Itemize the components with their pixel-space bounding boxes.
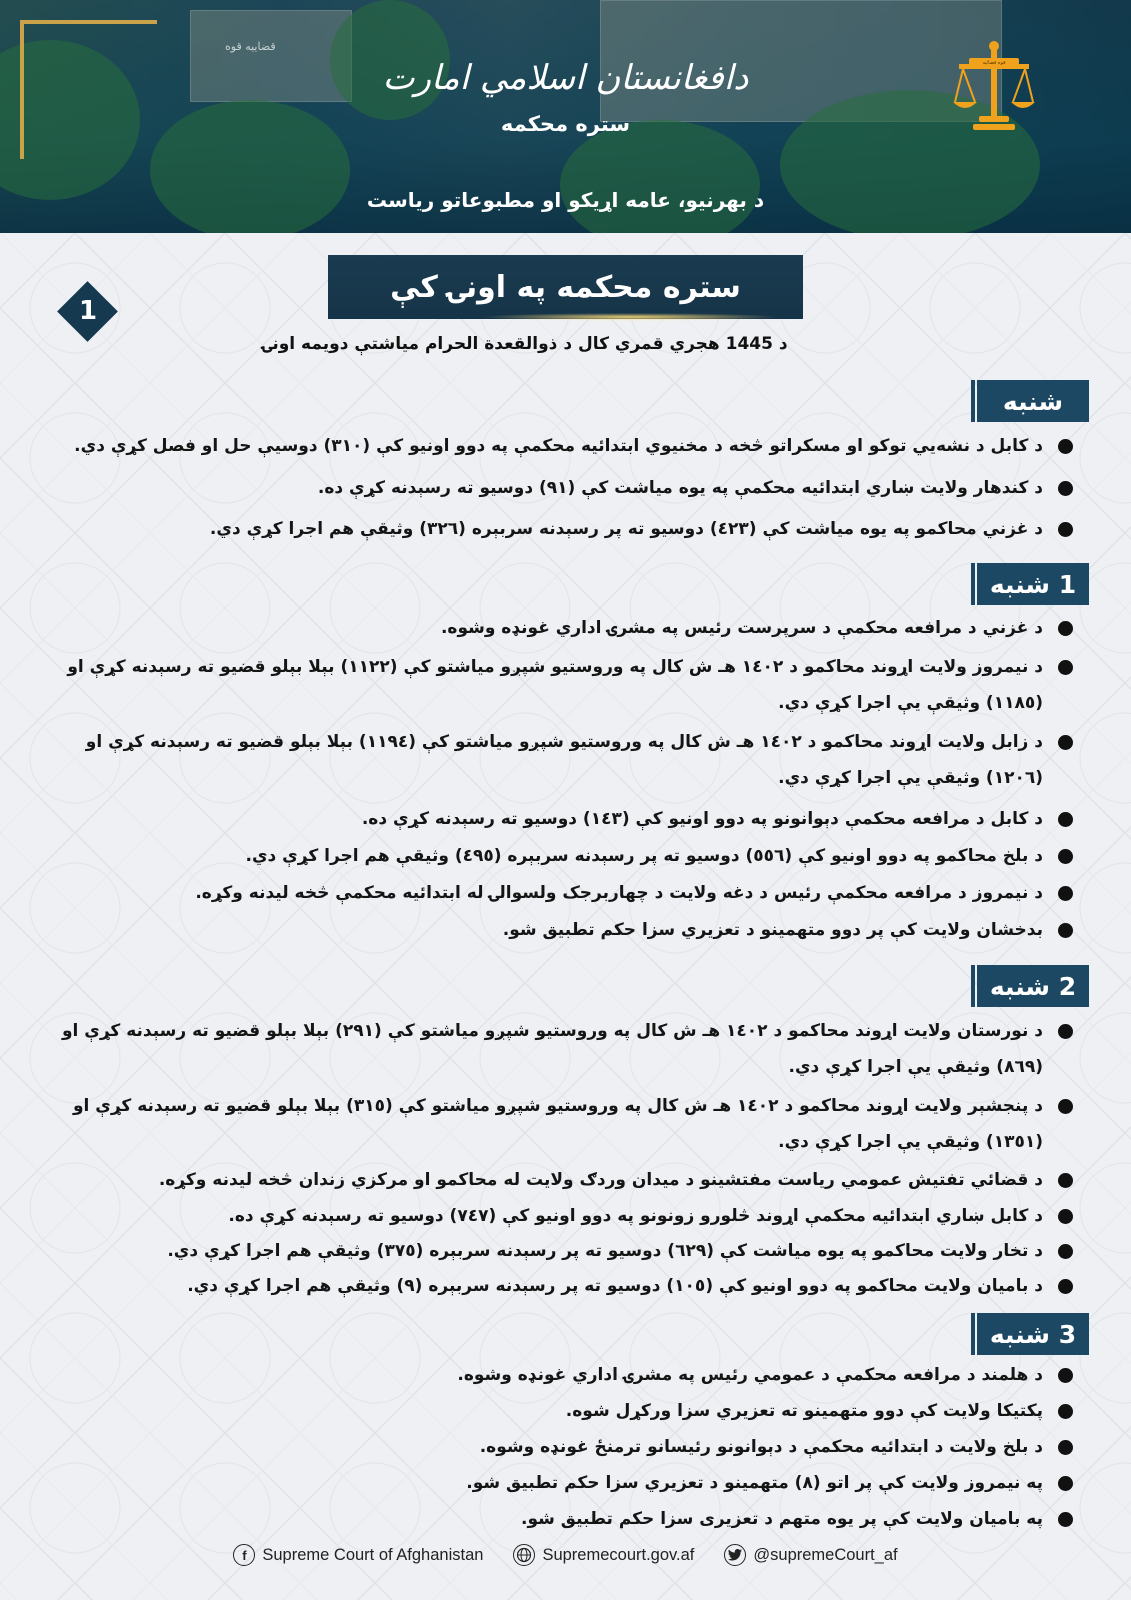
list-item	[43, 1198, 1073, 1234]
item-text: د پنجشېر ولایت اړوند محاکمو د ١٤٠٢ هـ ش کال په وروستیو شپږو میاشتو کې (٣١٥) بېلا بېلو قضیو ته رسېدنه کړې او (١٣٥١) وثیقې یې اجرا کړې دي.	[72, 1096, 1043, 1152]
bullet-icon	[1058, 1279, 1073, 1294]
bullet-icon	[1058, 1512, 1073, 1527]
list-item	[43, 1088, 1073, 1160]
facebook-label[interactable]: Supreme Court of Afghanistan	[262, 1545, 484, 1564]
bullet-icon	[1058, 1244, 1073, 1259]
list-item	[43, 1013, 1073, 1085]
item-text: د هلمند د مرافعه محکمې د عمومي رئیس په مشرۍ اداري غونډه وشوه.	[457, 1365, 1043, 1385]
tree-shape	[560, 120, 760, 233]
subtitle: د 1445 هجري قمري کال د ذوالقعدة الحرام میاشتې دویمه اونۍ	[262, 334, 788, 354]
item-text: د کابل د نشه‌یي توکو او مسکراتو څخه د مخنیوي ابتدائیه محکمې په دوو اونیو کې (۳۱۰) دوسیې حل او فصل کړې دي.	[74, 436, 1043, 456]
item-text: د زابل ولایت اړوند محاکمو د ١٤٠٢ هـ ش کال په وروستیو شپږو میاشتو کې (١١٩٤) بېلا بېلو قضیو ته رسېدنه کړې او (١٢٠٦) وثیقې یې اجرا کړې دي.	[85, 732, 1043, 788]
day-heading-sunday: 1 شنبه	[977, 563, 1089, 605]
list-item	[43, 428, 1073, 464]
bullet-icon	[1058, 522, 1073, 537]
item-text: د قضائي تفتیش عمومي ریاست مفتشینو د میدان وردګ ولایت له محاکمو او مرکزي زندان څخه لیدنه وکړه.	[158, 1170, 1043, 1190]
department-name: د بهرنیو، عامه اړیکو او مطبوعاتو ریاست	[366, 188, 765, 212]
item-text: په نیمروز ولایت کې پر اتو (٨) متهمینو د تعزیري سزا حکم تطبیق شو.	[466, 1473, 1043, 1493]
list-item	[43, 511, 1073, 547]
item-text: د کابل د مرافعه محکمې دېوانونو په دوو اونیو کې (١٤٣) دوسیو ته رسېدنه کړې ده.	[361, 809, 1043, 829]
bullet-icon	[1058, 660, 1073, 675]
list-item	[43, 610, 1073, 646]
day-heading-monday: 2 شنبه	[977, 965, 1089, 1007]
footer-website[interactable]	[497, 1544, 694, 1566]
bullet-icon	[1058, 735, 1073, 750]
list-item	[43, 1465, 1073, 1501]
twitter-label[interactable]: @supremeCourt_af	[753, 1545, 898, 1564]
list-item	[43, 1429, 1073, 1465]
item-text: پکتیکا ولایت کې دوو متهمینو ته تعزیري سزا ورکړل شوه.	[565, 1401, 1043, 1421]
item-text: د نیمروز ولایت اړوند محاکمو د ١٤٠٢ هـ ش کال په وروستیو شپږو میاشتو کې (١١٢٢) بېلا بېلو قضیو ته رسېدنه کړې او (١١٨٥) وثیقې یې اجرا کړې دي.	[67, 657, 1043, 713]
list-item	[43, 801, 1073, 837]
bullet-icon	[1058, 1368, 1073, 1383]
bullet-icon	[1058, 1024, 1073, 1039]
list-item	[43, 838, 1073, 874]
twitter-icon	[724, 1544, 746, 1566]
globe-icon	[513, 1544, 535, 1566]
item-text: د غزني د مرافعه محکمې د سرپرست رئیس په مشرۍ اداري غونډه وشوه.	[440, 618, 1043, 638]
list-item	[43, 1501, 1073, 1537]
item-text: د نورستان ولایت اړوند محاکمو د ١٤٠٢ هـ ش کال په وروستیو شپږو میاشتو کې (٢٩١) بېلا بېلو قضیو ته رسېدنه کړې او (٨٦٩) وثیقې یې اجرا کړې دي.	[61, 1021, 1043, 1077]
emirate-title: دافغانستان اسلامي امارت	[382, 58, 749, 98]
item-text: د کابل ښاري ابتدائیه محکمې اړوند څلورو زونونو په دوو اونیو کې (٧٤٧) دوسیو ته رسېدنه کړې ده.	[228, 1206, 1043, 1226]
bullet-icon	[1058, 812, 1073, 827]
bullet-icon	[1058, 439, 1073, 454]
item-text: د تخار ولایت محاکمو په یوه میاشت کې (٦٢٩) دوسیو ته پر رسېدنه سربېره (٣٧٥) وثیقې هم اجرا کړې دي.	[167, 1241, 1043, 1261]
item-text: د بلخ محاکمو په دوو اونیو کې (٥٥٦) دوسیو ته پر رسېدنه سربېره (٤٩٥) وثیقې هم اجرا کړې دي.	[245, 846, 1043, 866]
footer	[0, 1540, 1131, 1570]
list-item	[43, 1357, 1073, 1393]
footer-twitter[interactable]	[708, 1544, 897, 1566]
building-sign: قضاييه قوه	[225, 40, 276, 53]
court-name: ستره محکمه	[500, 112, 631, 136]
item-text: د کندهار ولایت ښاري ابتدائیه محکمې په یوه میاشت کې (۹۱) دوسیو ته رسېدنه کړې ده.	[317, 478, 1043, 498]
day-heading-saturday: شنبه	[977, 380, 1089, 422]
list-item	[43, 1393, 1073, 1429]
list-item	[43, 912, 1073, 948]
bullet-icon	[1058, 1209, 1073, 1224]
website-label[interactable]: Supremecourt.gov.af	[542, 1545, 695, 1564]
list-item	[43, 1233, 1073, 1269]
day-heading-tuesday: 3 شنبه	[977, 1313, 1089, 1355]
bullet-icon	[1058, 1404, 1073, 1419]
bullet-icon	[1058, 1440, 1073, 1455]
bullet-icon	[1058, 621, 1073, 636]
item-text: د غزني محاکمو په یوه میاشت کې (٤٢٣) دوسیو ته پر رسېدنه سربېره (۳۲٦) وثیقې هم اجرا کړې دي.	[209, 519, 1043, 539]
list-item	[43, 649, 1073, 721]
item-text: د نیمروز د مرافعه محکمې رئیس د دغه ولایت د چهاربرجک ولسوالۍ له ابتدائیه محکمې څخه لیدنه وکړه.	[195, 883, 1043, 903]
list-item	[43, 724, 1073, 796]
scales-label: قوه قضائیه	[982, 60, 1006, 66]
bullet-icon	[1058, 1099, 1073, 1114]
footer-facebook[interactable]	[233, 1544, 483, 1566]
bullet-icon	[1058, 1173, 1073, 1188]
bullet-icon	[1058, 481, 1073, 496]
page-title: ستره محکمه په اونۍ کې	[328, 255, 803, 319]
bullet-icon	[1058, 923, 1073, 938]
list-item	[43, 1268, 1073, 1304]
bullet-icon	[1058, 886, 1073, 901]
bullet-icon	[1058, 1476, 1073, 1491]
list-item	[43, 1162, 1073, 1198]
item-text: د بامیان ولایت محاکمو په دوو اونیو کې (١٠٥) دوسیو ته پر رسېدنه سربېره (٩) وثیقې هم اجرا کړې دي.	[187, 1276, 1043, 1296]
issue-number: 1	[78, 296, 98, 326]
item-text: په بامیان ولایت کې پر یوه متهم د تعزیری سزا حکم تطبیق شو.	[521, 1509, 1043, 1529]
scales-icon	[953, 40, 1035, 135]
bullet-icon	[1058, 849, 1073, 864]
item-text: بدخشان ولایت کې پر دوو متهمینو د تعزیري سزا حکم تطبیق شو.	[502, 920, 1043, 940]
list-item	[43, 470, 1073, 506]
header-banner	[0, 0, 1131, 233]
facebook-icon: f	[233, 1544, 255, 1566]
title-glow	[480, 313, 780, 321]
list-item	[43, 875, 1073, 911]
item-text: د بلخ ولایت د ابتدائیه محکمې د دېوانونو رئیسانو ترمنځ غونډه وشوه.	[479, 1437, 1043, 1457]
